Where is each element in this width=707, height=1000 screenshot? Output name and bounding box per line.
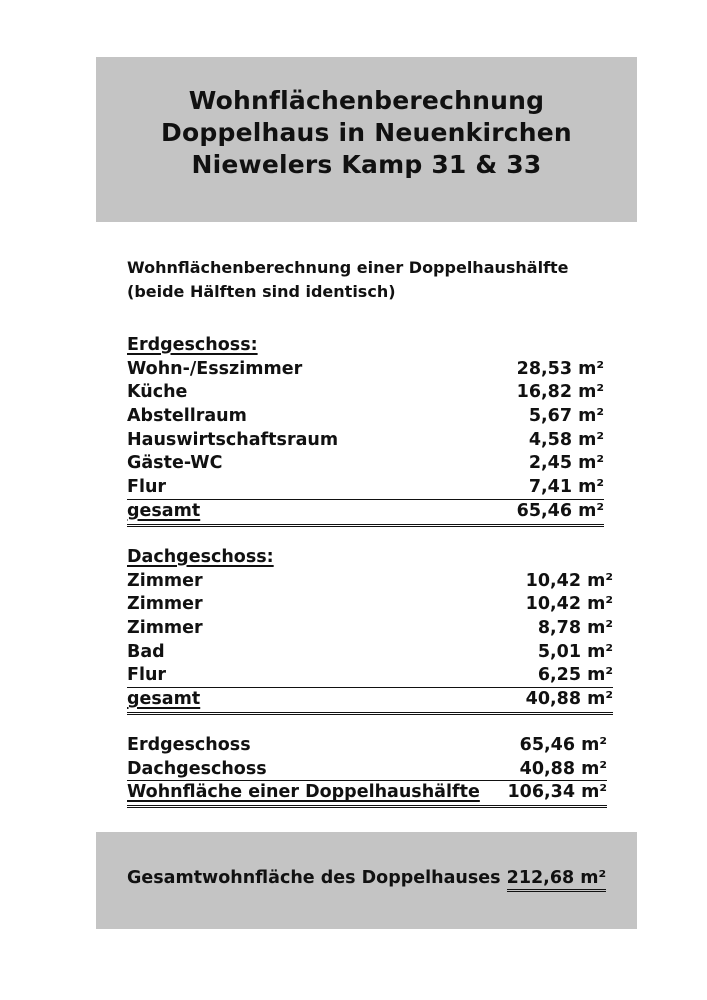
row-value: 8,78 m² <box>537 618 613 639</box>
row-value: 10,42 m² <box>525 594 613 615</box>
title-line-2: Doppelhaus in Neuenkirchen <box>161 118 572 147</box>
title-line-1: Wohnflächenberechnung <box>188 86 545 115</box>
total-value: 106,34 m² <box>507 782 607 803</box>
row-label: Flur <box>127 665 167 686</box>
table-row <box>127 593 613 617</box>
section-erdgeschoss <box>127 334 604 527</box>
row-label: Abstellraum <box>127 406 247 427</box>
row-value: 28,53 m² <box>516 358 604 379</box>
row-label: Küche <box>127 382 188 403</box>
row-label: Gäste-WC <box>127 453 223 474</box>
footer-text <box>127 868 606 888</box>
footer-label: Gesamtwohnfläche des Doppelhauses <box>127 868 501 888</box>
section-summary <box>127 734 607 808</box>
total-row-erdgeschoss <box>127 500 604 527</box>
table-row <box>127 734 607 758</box>
row-label: Bad <box>127 641 165 662</box>
total-row-dachgeschoss <box>127 688 613 715</box>
table-row <box>127 617 613 641</box>
table-row <box>127 405 604 429</box>
section-dachgeschoss <box>127 546 613 715</box>
row-value: 40,88 m² <box>519 758 607 779</box>
section-title-dachgeschoss: Dachgeschoss: <box>127 547 274 567</box>
row-label: Hauswirtschaftsraum <box>127 429 339 450</box>
row-label: Wohn-/Esszimmer <box>127 358 303 379</box>
intro-text <box>127 256 647 304</box>
row-value: 7,41 m² <box>528 477 604 498</box>
footer-value: 212,68 m² <box>507 868 607 892</box>
row-label: Flur <box>127 477 167 498</box>
total-label: Wohnfläche einer Doppelhaushälfte <box>127 782 480 803</box>
table-row <box>127 358 604 382</box>
title-box <box>96 57 637 222</box>
row-value: 65,46 m² <box>519 735 607 755</box>
row-value: 2,45 m² <box>528 453 604 474</box>
table-row <box>127 570 613 594</box>
intro-line-1: Wohnflächenberechnung einer Doppelhaushälfte <box>127 258 569 277</box>
table-row <box>127 758 607 782</box>
row-value: 5,01 m² <box>537 641 613 662</box>
table-row <box>127 641 613 665</box>
table-row <box>127 452 604 476</box>
table-row <box>127 664 613 688</box>
row-value: 10,42 m² <box>525 570 613 591</box>
table-row <box>127 429 604 453</box>
row-label: Dachgeschoss <box>127 758 267 779</box>
total-value: 40,88 m² <box>525 689 613 710</box>
title-line-3: Niewelers Kamp 31 & 33 <box>191 150 542 179</box>
section-title-erdgeschoss: Erdgeschoss: <box>127 335 258 355</box>
row-label: Zimmer <box>127 570 203 591</box>
table-row <box>127 476 604 500</box>
total-label: gesamt <box>127 500 201 521</box>
total-label: gesamt <box>127 689 201 710</box>
table-row <box>127 381 604 405</box>
row-value: 16,82 m² <box>516 382 604 403</box>
row-value: 5,67 m² <box>528 406 604 427</box>
intro-line-2: (beide Hälften sind identisch) <box>127 282 396 301</box>
row-label: Erdgeschoss <box>127 735 251 755</box>
total-value: 65,46 m² <box>516 500 604 521</box>
row-label: Zimmer <box>127 594 203 615</box>
footer-box <box>96 832 637 929</box>
row-label: Zimmer <box>127 618 203 639</box>
total-row-summary <box>127 781 607 808</box>
row-value: 6,25 m² <box>537 665 613 686</box>
row-value: 4,58 m² <box>528 429 604 450</box>
